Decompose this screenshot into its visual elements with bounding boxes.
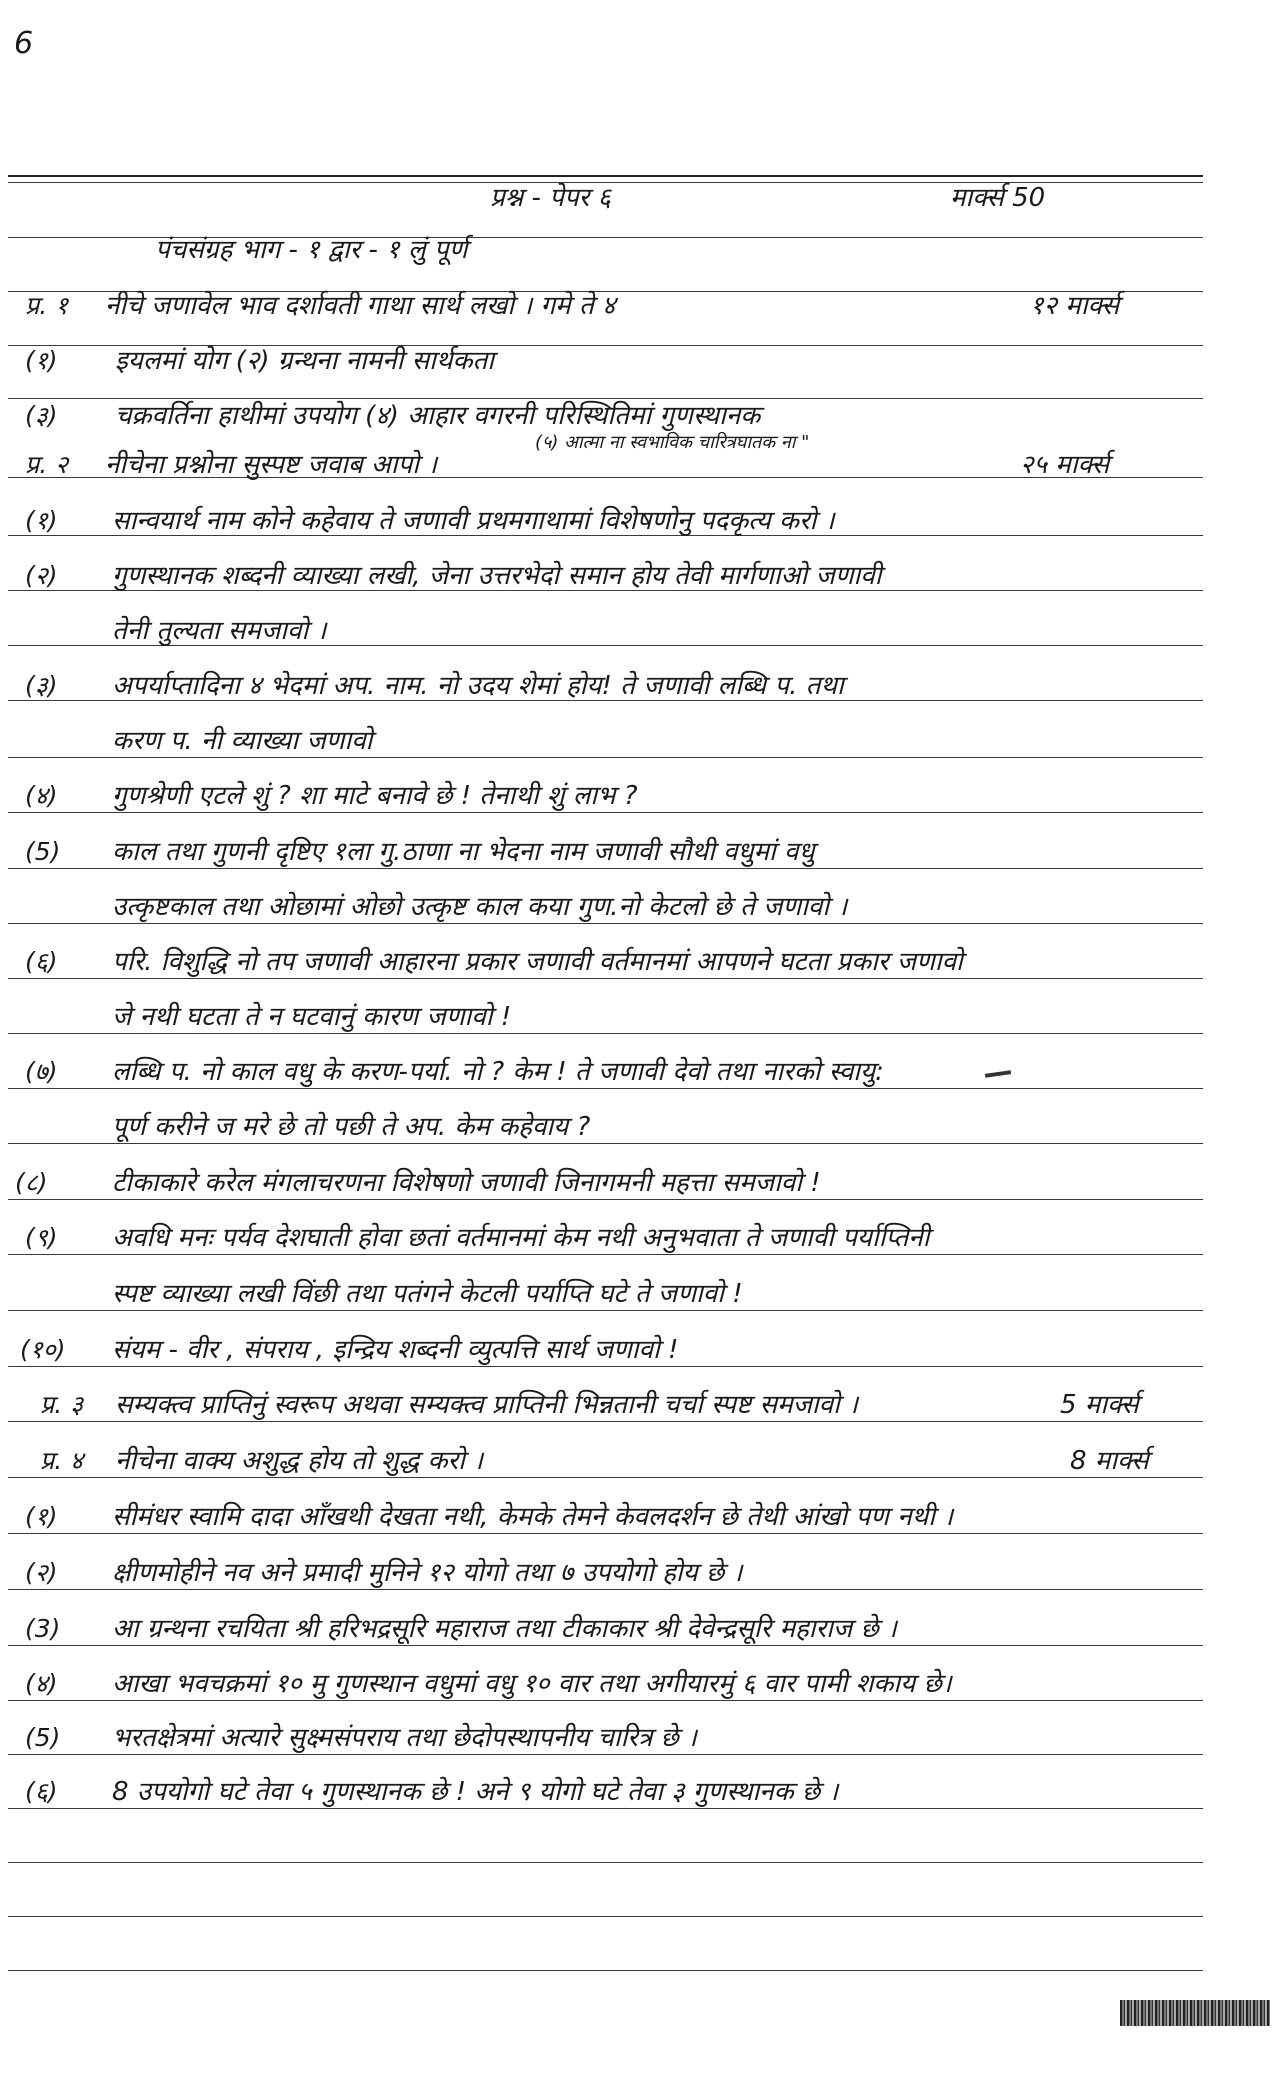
q4-item-text: 8 उपयोगो घटे तेवा ५ गुणस्थानक छे ! अने ९ योगो घटे तेवा ३ गुणस्थानक छे ।: [112, 1777, 839, 1807]
q2-item-number: (३): [25, 671, 58, 700]
q1-number: प्र. १: [25, 291, 69, 320]
ruled-line: [8, 1808, 1203, 1809]
ruled-line: [8, 175, 1203, 177]
q2-item-line: संयम - वीर , संपराय , इन्द्रिय शब्दनी व्युत्पत्ति सार्थ जणावो !: [112, 1335, 679, 1365]
q2-item-number: (१०): [20, 1335, 66, 1364]
ruled-line: [8, 1589, 1203, 1590]
q1-item-text: चक्रवर्तिना हाथीमां उपयोग (४) आहार वगरनी परिस्थितिमां गुणस्थानक: [115, 401, 761, 431]
ruled-line: [8, 1533, 1203, 1534]
q4-item-text: सीमंधर स्वामि दादा आँखथी देखता नथी, केमके तेमने केवलदर्शन छे तेथी आंखो पण नथी ।: [112, 1502, 954, 1532]
q2-item-line: अपर्याप्तादिना ४ भेदमां अप. नाम. नो उदय शेमां होय! ते जणावी लब्धि प. तथा: [112, 671, 844, 701]
ruled-line: [8, 398, 1203, 399]
q1-item-number: (३): [25, 401, 58, 430]
q4-item-number: (5): [25, 1723, 61, 1752]
q2-item-line: तेनी तुल्यता समजावो ।: [112, 616, 327, 646]
q2-text: नीचेना प्रश्नोना सुस्पष्ट जवाब आपो ।: [105, 450, 438, 480]
q2-item-line: स्पष्ट व्याख्या लखी विंछी तथा पतंगने केटली पर्याप्ति घटे ते जणावो !: [112, 1279, 743, 1309]
q1-text: नीचे जणावेल भाव दर्शावती गाथा सार्थ लखो । गमे ते ४: [105, 291, 616, 321]
q4-number: प्र. ४: [40, 1446, 84, 1475]
margin-tick-mark: [985, 1070, 1011, 1078]
q4-item-number: (४): [25, 1669, 58, 1698]
q2-item-line: उत्कृष्टकाल तथा ओछामां ओछो उत्कृष्ट काल कया गुण.नो केटलो छे ते जणावो ।: [112, 892, 848, 922]
q3-text: सम्यक्त्व प्राप्तिनुं स्वरूप अथवा सम्यक्त्व प्राप्तिनी भिन्नतानी चर्चा स्पष्ट समजावो ।: [115, 1390, 858, 1420]
q2-item-number: (5): [25, 837, 61, 866]
q4-item-text: आखा भवचक्रमां १० मु गुणस्थान वधुमां वधु १० वार तथा अगीयारमुं ६ वार पामी शकाय छे।: [112, 1669, 952, 1699]
ruled-line: [8, 1088, 1203, 1089]
ruled-line: [8, 923, 1203, 924]
q4-item-number: (3): [25, 1614, 61, 1643]
q3-number: प्र. ३: [40, 1390, 84, 1419]
q4-marks: 8 मार्क्स: [1070, 1446, 1149, 1476]
q1-item-text: इयलमां योग (२) ग्रन्थना नामनी सार्थकता: [115, 346, 495, 376]
q2-item-number: (४): [25, 781, 58, 810]
q2-item-number: (१): [25, 506, 58, 535]
ruled-line: [8, 1199, 1203, 1200]
q2-number: प्र. २: [25, 450, 69, 479]
ruled-line: [8, 978, 1203, 979]
q1-marks: १२ मार्क्स: [1030, 291, 1120, 321]
total-marks: मार्क्स 50: [950, 183, 1046, 213]
page-number: 6: [14, 26, 34, 61]
q2-item-line: गुणश्रेणी एटले शुं ? शा माटे बनावे छे ! तेनाथी शुं लाभ ?: [112, 781, 638, 811]
q1-item-number: (१): [25, 346, 58, 375]
ruled-line: [8, 1754, 1203, 1755]
q4-item-number: (२): [25, 1558, 58, 1587]
paper-title: प्रश्न - पेपर ६: [490, 183, 612, 213]
q4-item-number: (१): [25, 1502, 58, 1531]
q1-note: (५) आत्मा ना स्वभाविक चारित्रघातक ना ": [535, 432, 810, 453]
q2-item-line: अवधि मनः पर्यव देशघाती होवा छतां वर्तमानमां केम नथी अनुभवाता ते जणावी पर्याप्तिनी: [112, 1223, 930, 1253]
ruled-line: [8, 1254, 1203, 1255]
q3-marks: 5 मार्क्स: [1060, 1390, 1139, 1420]
ruled-line: [8, 1310, 1203, 1311]
ruled-line: [8, 1421, 1203, 1422]
q2-item-line: करण प. नी व्याख्या जणावो: [112, 726, 373, 756]
ruled-line: [8, 1916, 1203, 1917]
ruled-line: [8, 757, 1203, 758]
q4-item-text: भरतक्षेत्रमां अत्यारे सुक्ष्मसंपराय तथा छेदोपस्थापनीय चारित्र छे ।: [112, 1723, 697, 1753]
q2-item-number: (८): [15, 1168, 48, 1197]
q2-item-number: (७): [25, 1057, 58, 1086]
q4-item-number: (६): [25, 1777, 58, 1806]
q2-item-line: लब्धि प. नो काल वधु के करण-पर्या. नो ? केम ! ते जणावी देवो तथा नारको स्वायु:: [112, 1057, 884, 1087]
q2-item-line: जे नथी घटता ते न घटवानुं कारण जणावो !: [112, 1002, 512, 1032]
ruled-line: [8, 1700, 1203, 1701]
ruled-line: [8, 1862, 1203, 1863]
q2-marks: २५ मार्क्स: [1020, 450, 1110, 480]
q2-item-line: सान्वयार्थ नाम कोने कहेवाय ते जणावी प्रथमगाथामां विशेषणोनु पदकृत्य करो ।: [112, 506, 835, 536]
ruled-line: [8, 1645, 1203, 1646]
q2-item-line: गुणस्थानक शब्दनी व्याख्या लखी, जेना उत्तरभेदो समान होय तेवी मार्गणाओ जणावी: [112, 561, 882, 591]
q4-item-text: आ ग्रन्थना रचयिता श्री हरिभद्रसूरि महाराज तथा टीकाकार श्री देवेन्द्रसूरि महाराज छे ।: [112, 1614, 897, 1644]
scan-artifact: [1120, 2000, 1270, 2026]
q2-item-line: टीकाकारे करेल मंगलाचरणना विशेषणो जणावी जिनागमनी महत्ता समजावो !: [112, 1168, 821, 1198]
ruled-line: [8, 1143, 1203, 1144]
ruled-line: [8, 1477, 1203, 1478]
q2-item-number: (९): [25, 1223, 58, 1252]
q2-item-line: काल तथा गुणनी दृष्टिए १ला गु.ठाणा ना भेदना नाम जणावी सौथी वधुमां वधु: [112, 837, 815, 867]
q2-item-number: (२): [25, 561, 58, 590]
ruled-line: [8, 1366, 1203, 1367]
q2-item-line: परि. विशुद्धि नो तप जणावी आहारना प्रकार जणावी वर्तमानमां आपणने घटता प्रकार जणावो: [112, 947, 963, 977]
q2-item-line: पूर्ण करीने ज मरे छे तो पछी ते अप. केम कहेवाय ?: [112, 1112, 591, 1142]
ruled-line: [8, 1970, 1203, 1971]
q2-item-number: (६): [25, 947, 58, 976]
paper-subtitle: पंचसंग्रह भाग - १ द्वार - १ लुं पूर्ण: [155, 235, 468, 265]
q4-item-text: क्षीणमोहीने नव अने प्रमादी मुनिने १२ योगो तथा ७ उपयोगो होय छे ।: [112, 1558, 743, 1588]
ruled-line: [8, 812, 1203, 813]
ruled-line: [8, 868, 1203, 869]
q4-text: नीचेना वाक्य अशुद्ध होय तो शुद्ध करो ।: [115, 1446, 484, 1476]
ruled-line: [8, 1033, 1203, 1034]
